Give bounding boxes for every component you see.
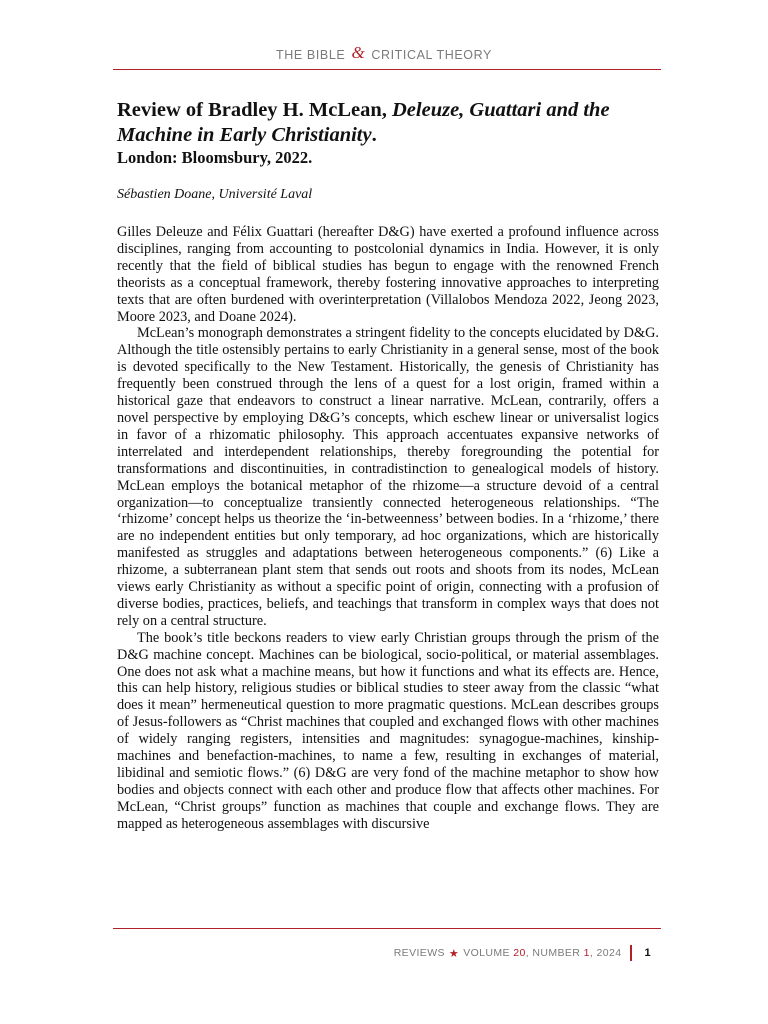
star-icon: ★	[448, 947, 460, 960]
paragraph-2: McLean’s monograph demonstrates a stringent fidelity to the concepts elucidated by D&G. Although the title ostensibly pertains to early Christianity in a general sense, most of the book is devoted specifically to the New Testament. Historically, the genesis of Christianity has frequently been construed through the lens of a quest for a lost origin, framed within a historical gaze that endeavors to construct a linear narrative. McLean, contrarily, offers a novel perspective by employing D&G’s concepts, which eschew linear or universalist logics in favor of a rhizomatic philosophy. This approach accentuates expansive networks of interrelated and interdependent relationships, thereby foregrounding the potential for transformations and discontinuities, in contradistinction to genealogical models of history. McLean employs the botanical metaphor of the rhizome—a structure devoid of a central organization—to conceptualize transiently connected heterogeneous relationships. “The ‘rhizome’ concept helps us theorize the ‘in-betweenness’ between bodies. In a ‘rhizome,’ there are no independent entities but only temporary, ad hoc organizations, which are historically manifested as struggles and adaptations between heterogeneous components.” (6) Like a rhizome, a subterranean plant stem that sends out roots and shoots from its nodes, McLean views early Christianity as without a specific point of origin, connecting with a profusion of diverse bodies, practices, beliefs, and teachings that transform in complex ways that does not rely on a central structure.	[117, 325, 659, 629]
number-label: , NUMBER	[525, 947, 581, 959]
ampersand-glyph: &	[351, 43, 366, 62]
page-footer	[394, 945, 651, 961]
page-number: 1	[644, 947, 651, 959]
footer-reviews: REVIEWS	[393, 947, 445, 959]
footer-divider	[630, 945, 632, 961]
article-title	[117, 98, 659, 148]
volume-label: VOLUME	[463, 947, 510, 959]
article-body	[117, 98, 659, 833]
publication-info: London: Bloomsbury, 2022.	[117, 148, 313, 167]
volume-number: 20	[513, 947, 526, 959]
paragraph-3: The book’s title beckons readers to view early Christian groups through the prism of the D&G machine concept. Machines can be biological, socio-political, or material assemblages. One does not ask what a machine means, but how it functions and what its effects are. Hence, this can help history, religious studies or biblical studies to steer away from the classic “what does it mean” hermeneutical question to more pragmatic questions. McLean describes groups of Jesus-followers as “Christ machines that coupled and exchanged flows with other machines of widely ranging registers, intensities and magnitudes: synagogue-machines, kinship-machines and benefaction-machines, to name a few, resulting in exchanges of material, libidinal and semiotic flows.” (6) D&G are very fond of the machine metaphor to show how bodies and objects connect with each other and produce flow that affects other machines. For McLean, “Christ groups” function as machines that couple and exchange flows. They are mapped as heterogeneous assemblages with discursive	[117, 629, 659, 832]
footer-rule	[113, 928, 661, 929]
paragraph-1: Gilles Deleuze and Félix Guattari (hereafter D&G) have exerted a profound influence across disciplines, ranging from accounting to postcolonial dynamics in India. However, it is only recently that the field of biblical studies has begun to engage with the renowned French theorists as a conceptual framework, thereby fostering innovative approaches to interpreting texts that are often burdened with overinterpretation (Villalobos Mendoza 2022, Jeong 2023, Moore 2023, and Doane 2024).	[117, 224, 659, 325]
journal-header	[0, 44, 768, 64]
journal-name-part-2: CRITICAL THEORY	[371, 48, 492, 62]
book-title: Deleuze, Guattari and the Machine in Early Christianity	[117, 99, 610, 146]
title-prefix: Review of Bradley H. McLean,	[117, 99, 392, 121]
title-suffix: .	[371, 124, 377, 146]
author-byline: Sébastien Doane, Université Laval	[117, 187, 313, 202]
header-rule	[113, 69, 661, 70]
issue-number: 1	[583, 947, 590, 959]
journal-name-part-1: THE BIBLE	[276, 48, 346, 62]
footer-year: , 2024	[589, 947, 622, 959]
